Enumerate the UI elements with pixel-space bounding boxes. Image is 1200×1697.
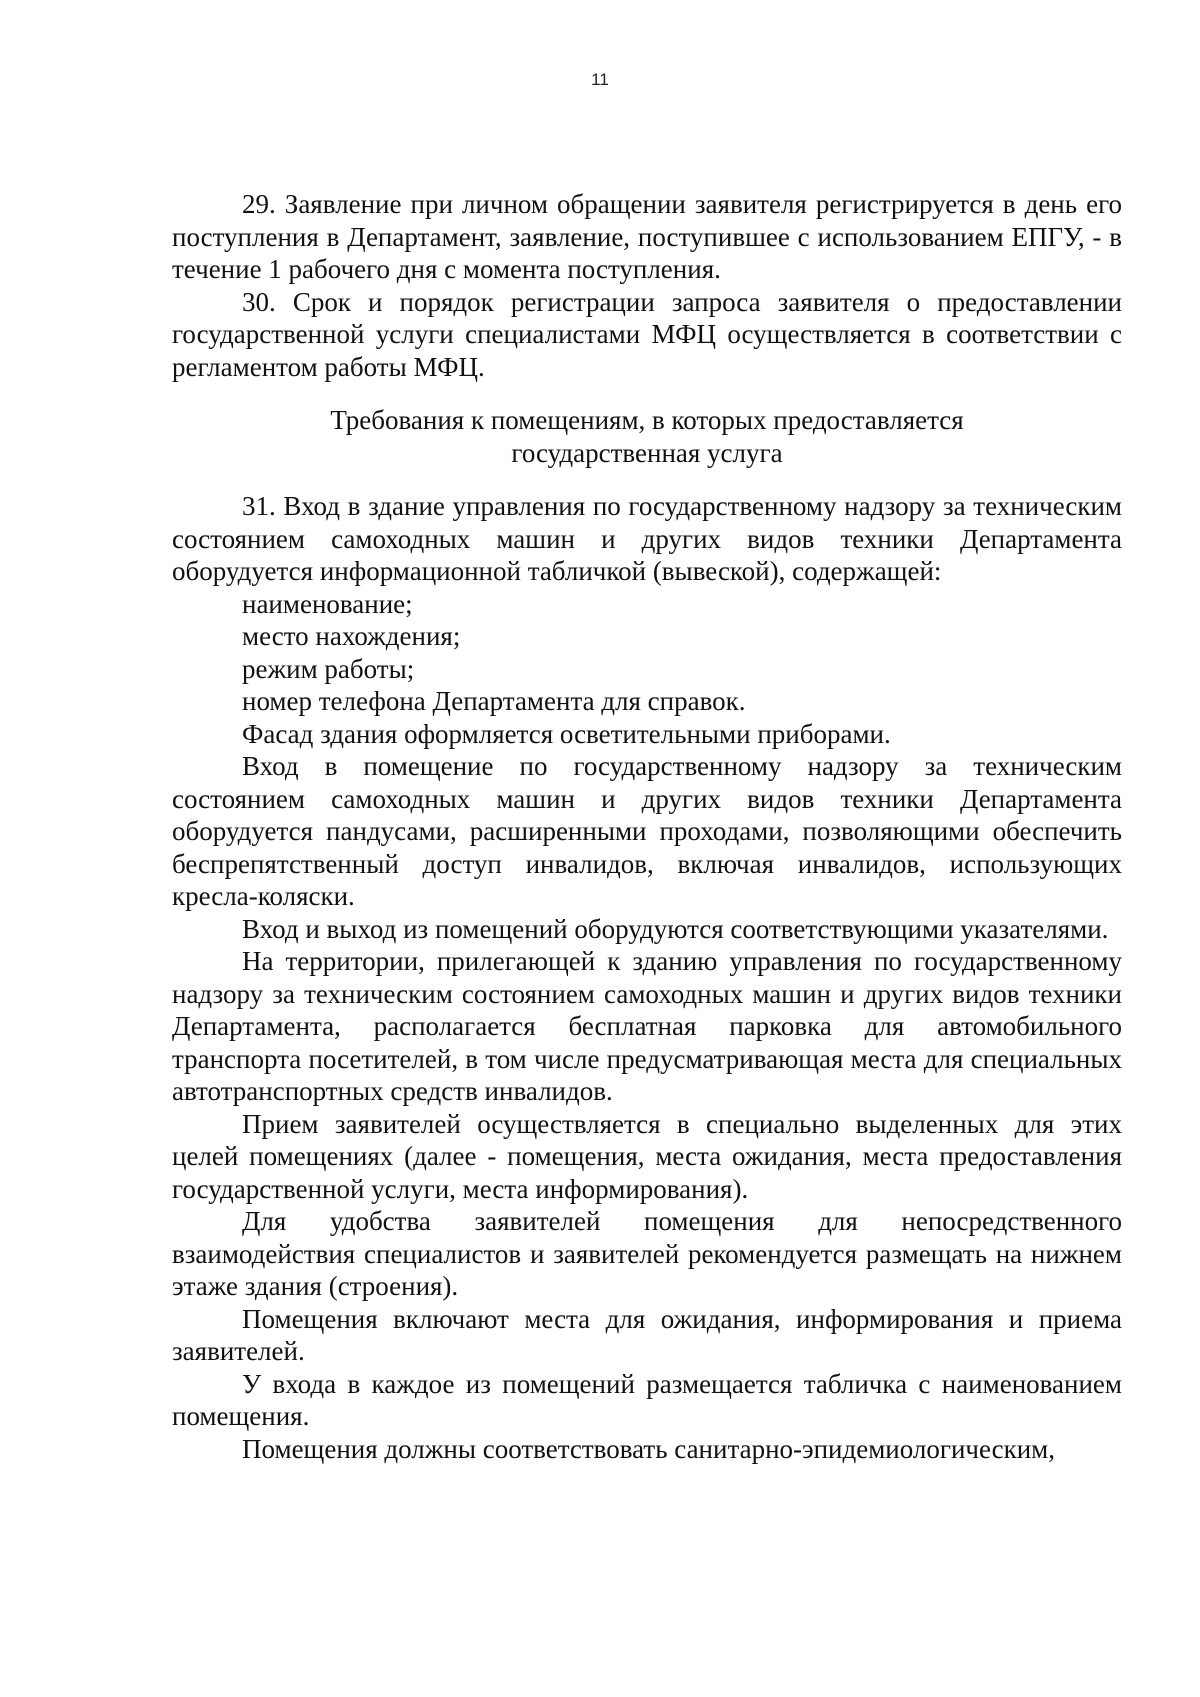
- document-body: [172, 188, 1122, 1465]
- list-item-name: наименование;: [242, 588, 413, 619]
- page-number: 11: [591, 70, 609, 89]
- paragraph-30: 30. Срок и порядок регистрации запроса заявителя о предоставлении государственной услуги специалистами МФЦ осуществляется в соответствии с регламентом работы МФЦ.: [172, 286, 1122, 382]
- paragraph-ground-floor: Для удобства заявителей помещения для непосредственного взаимодействия специалистов и заявителей рекомендуется размещать на нижнем этаже здания (строения).: [172, 1206, 1122, 1301]
- list-item-schedule: режим работы;: [242, 653, 415, 684]
- section-heading-line-1: Требования к помещениям, в которых предоставляется: [330, 405, 964, 435]
- paragraph-sanitary: Помещения должны соответствовать санитарно-эпидемиологическим,: [242, 1433, 1056, 1464]
- paragraph-parking: На территории, прилегающей к зданию управления по государственному надзору за техническим состоянием самоходных машин и других видов техники Департамента, располагается бесплатная парковка для автомобильного транспорта посетителей, в том числе предусматривающая места для специальных автотранспортных средств инвалидов.: [172, 946, 1122, 1106]
- list-item-location: место нахождения;: [242, 621, 461, 651]
- section-heading: [172, 404, 1122, 469]
- paragraph-room-sign: У входа в каждое из помещений размещается табличка с наименованием помещения.: [172, 1368, 1122, 1431]
- paragraph-premises-include: Помещения включают места для ожидания, информирования и приема заявителей.: [172, 1303, 1122, 1366]
- list-item-phone: номер телефона Департамента для справок.: [242, 686, 746, 716]
- paragraph-entrance-ramps: Вход в помещение по государственному надзору за техническим состоянием самоходных машин и других видов техники Департамента оборудуется пандусами, расширенными проходами, позволяющими обеспечить беспрепятственный доступ инвалидов, включая инвалидов, использующих кресла-коляски.: [172, 751, 1122, 911]
- section-heading-line-2: государственная услуга: [511, 437, 783, 468]
- paragraph-reception: Прием заявителей осуществляется в специально выделенных для этих целей помещениях (далее - помещения, места ожидания, места предоставления государственной услуги, места информирования).: [172, 1108, 1122, 1204]
- paragraph-facade: Фасад здания оформляется осветительными приборами.: [242, 718, 891, 749]
- paragraph-signs: Вход и выход из помещений оборудуются соответствующими указателями.: [242, 913, 1109, 944]
- paragraph-31: 31. Вход в здание управления по государственному надзору за техническим состоянием самоходных машин и других видов техники Департамента оборудуется информационной табличкой (вывеской), содержащей:: [172, 491, 1122, 586]
- paragraph-29: 29. Заявление при личном обращении заявителя регистрируется в день его поступления в Департамент, заявление, поступившее с использованием ЕПГУ, - в течение 1 рабочего дня с момента поступления.: [172, 189, 1122, 284]
